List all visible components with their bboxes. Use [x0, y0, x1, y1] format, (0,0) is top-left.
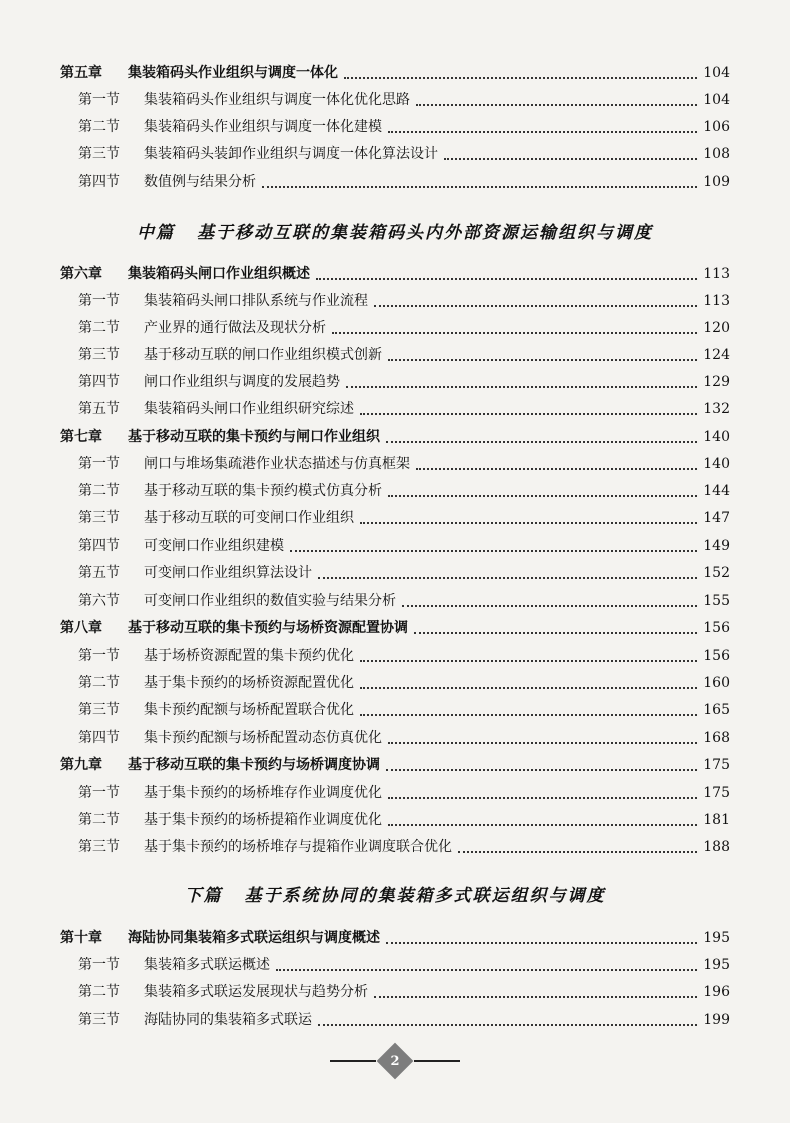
entry-number: 第四节 — [78, 730, 120, 746]
entry-number: 第二节 — [78, 119, 120, 135]
entry-number: 第四节 — [78, 538, 120, 554]
toc-section-entry[interactable] — [78, 954, 730, 976]
entry-title: 产业界的通行做法及现状分析 — [144, 320, 326, 336]
toc-chapter-entry[interactable] — [60, 754, 730, 776]
entry-number: 第三节 — [78, 839, 120, 855]
entry-number: 第三节 — [78, 146, 120, 162]
entry-number: 第二节 — [78, 483, 120, 499]
entry-page-number: 144 — [703, 483, 730, 499]
dot-leader — [360, 522, 697, 524]
toc-chapter-entry[interactable] — [60, 426, 730, 448]
dot-leader — [262, 186, 697, 188]
entry-number: 第五节 — [78, 401, 120, 417]
entry-number: 第三节 — [78, 347, 120, 363]
dot-leader — [386, 441, 697, 443]
entry-page-number: 196 — [703, 984, 730, 1000]
dot-leader — [318, 577, 697, 579]
toc-section-entry[interactable] — [78, 782, 730, 804]
entry-title: 基于移动互联的集卡预约与场桥调度协调 — [128, 757, 380, 773]
entry-title: 基于集卡预约的场桥提箱作业调度优化 — [144, 812, 382, 828]
entry-page-number: 104 — [703, 92, 730, 108]
entry-title: 集装箱多式联运概述 — [144, 957, 270, 973]
dot-leader — [416, 104, 697, 106]
dot-leader — [414, 632, 697, 634]
entry-title: 集装箱码头闸口作业组织研究综述 — [144, 401, 354, 417]
toc-section-entry[interactable] — [78, 290, 730, 312]
dot-leader — [346, 386, 697, 388]
toc-chapter-entry[interactable] — [60, 263, 730, 285]
entry-page-number: 140 — [703, 429, 730, 445]
dot-leader — [458, 851, 697, 853]
entry-number: 第八章 — [60, 620, 102, 636]
footer-rule-left — [330, 1060, 376, 1062]
part-label: 下篇 — [184, 886, 223, 906]
toc-section-entry[interactable] — [78, 507, 730, 529]
entry-number: 第四节 — [78, 174, 120, 190]
entry-number: 第三节 — [78, 702, 120, 718]
dot-leader — [290, 550, 697, 552]
toc-section-entry[interactable] — [78, 453, 730, 475]
entry-number: 第二节 — [78, 984, 120, 1000]
entry-number: 第一节 — [78, 648, 120, 664]
toc-section-entry[interactable] — [78, 836, 730, 858]
entry-title: 集装箱码头作业组织与调度一体化建模 — [144, 119, 382, 135]
entry-number: 第六节 — [78, 593, 120, 609]
entry-title: 集装箱多式联运发展现状与趋势分析 — [144, 984, 368, 1000]
toc-section-entry[interactable] — [78, 981, 730, 1003]
entry-number: 第一节 — [78, 92, 120, 108]
toc-section-entry[interactable] — [78, 672, 730, 694]
entry-number: 第五节 — [78, 565, 120, 581]
entry-page-number: 156 — [703, 620, 730, 636]
toc-section-entry[interactable] — [78, 116, 730, 138]
entry-page-number: 199 — [703, 1012, 730, 1028]
dot-leader — [388, 824, 697, 826]
dot-leader — [344, 77, 697, 79]
entry-page-number: 152 — [703, 565, 730, 581]
dot-leader — [360, 687, 697, 689]
entry-number: 第一节 — [78, 785, 120, 801]
entry-page-number: 120 — [703, 320, 730, 336]
toc-section-entry[interactable] — [78, 371, 730, 393]
entry-number: 第六章 — [60, 266, 102, 282]
entry-number: 第二节 — [78, 675, 120, 691]
entry-page-number: 147 — [703, 510, 730, 526]
dot-leader — [388, 359, 697, 361]
entry-page-number: 160 — [703, 675, 730, 691]
entry-page-number: 113 — [703, 293, 730, 309]
toc-section-entry[interactable] — [78, 699, 730, 721]
entry-page-number: 106 — [703, 119, 730, 135]
entry-title: 基于移动互联的集卡预约模式仿真分析 — [144, 483, 382, 499]
entry-title: 可变闸口作业组织算法设计 — [144, 565, 312, 581]
page-number: 2 — [390, 1054, 400, 1069]
entry-page-number: 109 — [703, 174, 730, 190]
page-footer — [330, 1046, 460, 1076]
entry-title: 可变闸口作业组织的数值实验与结果分析 — [144, 593, 396, 609]
entry-number: 第三节 — [78, 510, 120, 526]
part-label: 中篇 — [137, 223, 175, 243]
part-heading — [0, 881, 790, 906]
entry-number: 第二节 — [78, 812, 120, 828]
entry-title: 基于集卡预约的场桥堆存与提箱作业调度联合优化 — [144, 839, 452, 855]
toc-section-entry[interactable] — [78, 535, 730, 557]
dot-leader — [374, 305, 697, 307]
entry-page-number: 149 — [703, 538, 730, 554]
dot-leader — [360, 413, 697, 415]
entry-title: 海陆协同集装箱多式联运组织与调度概述 — [128, 930, 380, 946]
dot-leader — [388, 131, 697, 133]
entry-title: 集装箱码头闸口排队系统与作业流程 — [144, 293, 368, 309]
entry-page-number: 188 — [703, 839, 730, 855]
entry-title: 基于移动互联的闸口作业组织模式创新 — [144, 347, 382, 363]
entry-page-number: 195 — [703, 930, 730, 946]
toc-section-entry[interactable] — [78, 89, 730, 111]
dot-leader — [388, 742, 697, 744]
toc-chapter-entry[interactable] — [60, 927, 730, 949]
entry-title: 数值例与结果分析 — [144, 174, 256, 190]
entry-page-number: 168 — [703, 730, 730, 746]
entry-title: 基于集卡预约的场桥资源配置优化 — [144, 675, 354, 691]
toc-section-entry[interactable] — [78, 1009, 730, 1031]
entry-title: 集装箱码头作业组织与调度一体化优化思路 — [144, 92, 410, 108]
dot-leader — [332, 332, 697, 334]
dot-leader — [316, 278, 697, 280]
entry-title: 基于集卡预约的场桥堆存作业调度优化 — [144, 785, 382, 801]
toc-section-entry[interactable] — [78, 317, 730, 339]
entry-title: 集装箱码头装卸作业组织与调度一体化算法设计 — [144, 146, 438, 162]
footer-rule-right — [414, 1060, 460, 1062]
entry-page-number: 108 — [703, 146, 730, 162]
entry-page-number: 165 — [703, 702, 730, 718]
entry-title: 基于移动互联的集卡预约与闸口作业组织 — [128, 429, 380, 445]
entry-number: 第十章 — [60, 930, 102, 946]
entry-number: 第一节 — [78, 293, 120, 309]
toc-section-entry[interactable] — [78, 645, 730, 667]
toc-section-entry[interactable] — [78, 562, 730, 584]
entry-title: 闸口作业组织与调度的发展趋势 — [144, 374, 340, 390]
toc-section-entry[interactable] — [78, 143, 730, 165]
dot-leader — [388, 495, 697, 497]
entry-page-number: 175 — [703, 757, 730, 773]
entry-page-number: 155 — [703, 593, 730, 609]
entry-number: 第七章 — [60, 429, 102, 445]
entry-title: 集装箱码头作业组织与调度一体化 — [128, 65, 338, 81]
entry-title: 集卡预约配额与场桥配置联合优化 — [144, 702, 354, 718]
toc-section-entry[interactable] — [78, 727, 730, 749]
dot-leader — [276, 969, 697, 971]
dot-leader — [402, 605, 697, 607]
entry-page-number: 181 — [703, 812, 730, 828]
dot-leader — [444, 158, 697, 160]
entry-number: 第五章 — [60, 65, 102, 81]
entry-page-number: 132 — [703, 401, 730, 417]
entry-page-number: 124 — [703, 347, 730, 363]
dot-leader — [318, 1024, 697, 1026]
entry-number: 第三节 — [78, 1012, 120, 1028]
entry-title: 可变闸口作业组织建模 — [144, 538, 284, 554]
dot-leader — [374, 996, 697, 998]
part-title: 基于系统协同的集装箱多式联运组织与调度 — [244, 886, 606, 906]
entry-page-number: 175 — [703, 785, 730, 801]
entry-title: 集卡预约配额与场桥配置动态仿真优化 — [144, 730, 382, 746]
entry-title: 基于场桥资源配置的集卡预约优化 — [144, 648, 354, 664]
entry-title: 基于移动互联的集卡预约与场桥资源配置协调 — [128, 620, 408, 636]
entry-title: 集装箱码头闸口作业组织概述 — [128, 266, 310, 282]
entry-page-number: 129 — [703, 374, 730, 390]
toc-section-entry[interactable] — [78, 344, 730, 366]
dot-leader — [386, 769, 697, 771]
entry-page-number: 104 — [703, 65, 730, 81]
entry-title: 闸口与堆场集疏港作业状态描述与仿真框架 — [144, 456, 410, 472]
entry-page-number: 195 — [703, 957, 730, 973]
entry-page-number: 156 — [703, 648, 730, 664]
toc-section-entry[interactable] — [78, 398, 730, 420]
entry-page-number: 113 — [703, 266, 730, 282]
entry-title: 海陆协同的集装箱多式联运 — [144, 1012, 312, 1028]
toc-chapter-entry[interactable] — [60, 62, 730, 84]
dot-leader — [416, 468, 697, 470]
toc-section-entry[interactable] — [78, 171, 730, 193]
entry-page-number: 140 — [703, 456, 730, 472]
entry-number: 第一节 — [78, 456, 120, 472]
toc-section-entry[interactable] — [78, 590, 730, 612]
toc-chapter-entry[interactable] — [60, 617, 730, 639]
entry-number: 第九章 — [60, 757, 102, 773]
toc-section-entry[interactable] — [78, 480, 730, 502]
dot-leader — [360, 660, 697, 662]
dot-leader — [386, 942, 697, 944]
toc-section-entry[interactable] — [78, 809, 730, 831]
dot-leader — [388, 797, 697, 799]
entry-number: 第一节 — [78, 957, 120, 973]
entry-number: 第二节 — [78, 320, 120, 336]
part-heading — [0, 218, 790, 243]
dot-leader — [360, 714, 697, 716]
entry-number: 第四节 — [78, 374, 120, 390]
part-title: 基于移动互联的集装箱码头内外部资源运输组织与调度 — [197, 223, 653, 243]
entry-title: 基于移动互联的可变闸口作业组织 — [144, 510, 354, 526]
